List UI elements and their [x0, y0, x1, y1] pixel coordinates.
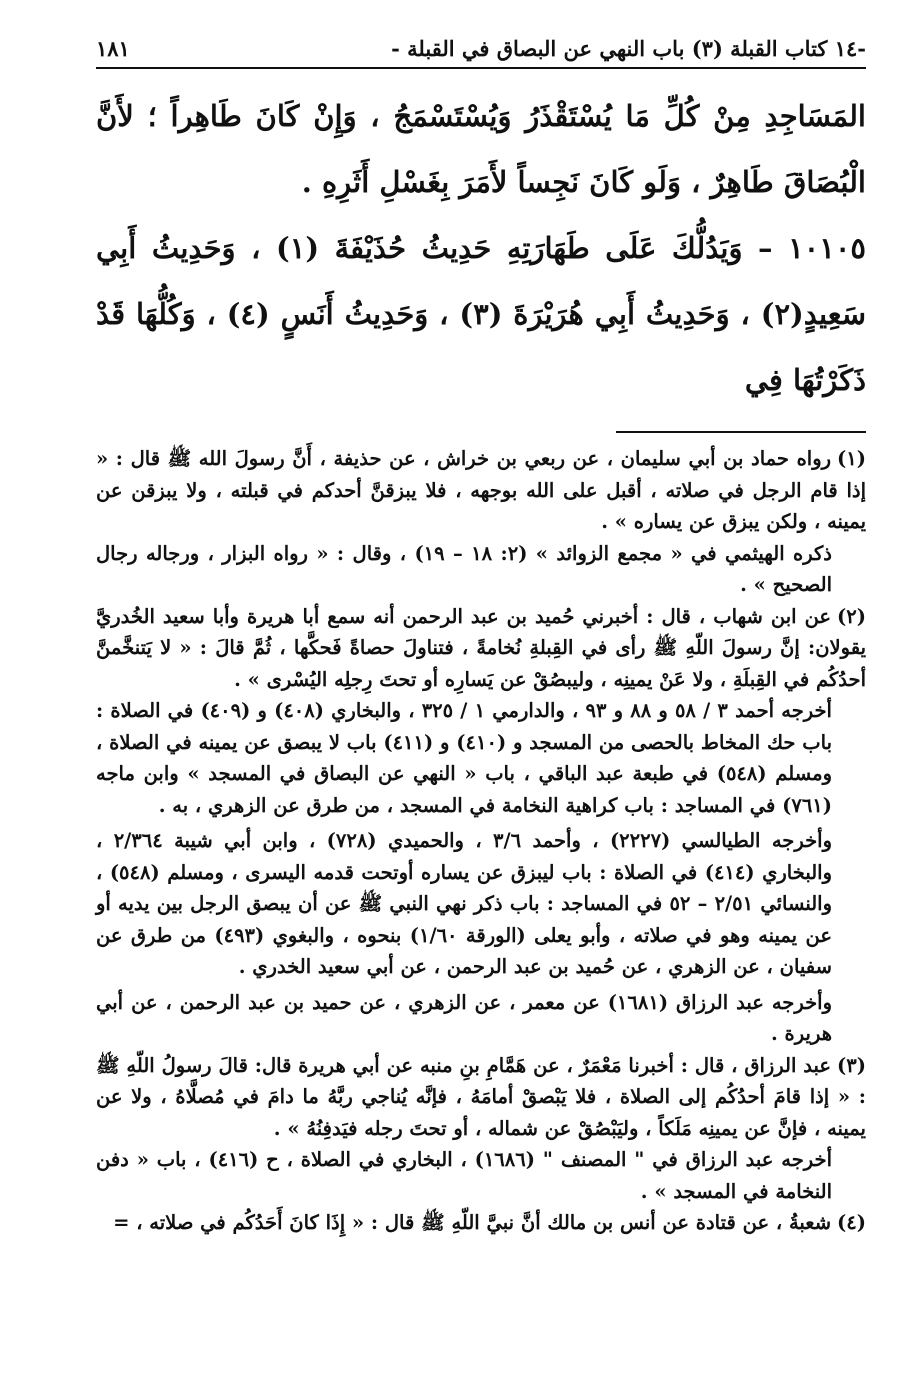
footnote-text: وأخرجه الطيالسي (٢٢٢٧) ، وأحمد ٣/٦ ، والحميدي (٧٢٨) ، وابن أبي شيبة ٢/٣٦٤ ، والبخاري (٤١٤) في الصلاة : باب ليبزق عن يساره أوتحت قدمه اليسرى ، ومسلم (٥٤٨) ، والنسائي ٢/٥١ – ٥٢ في المساجد : باب ذكر نهي النبي ﷺ عن أن يبصق الرجل بين يديه أو عن يمينه وهو في صلاته ، وأبو يعلى (الورقة ١/٦٠) بنحوه ، والبغوي (٤٩٣) من طرق عن سفيان ، عن الزهري ، عن حُميد بن عبد الرحمن ، عن أبي سعيد الخدري .: [96, 829, 832, 978]
main-paragraph: المَسَاجِدِ مِنْ كُلِّ مَا يُسْتَقْذَرُ وَيُسْتَسْمَجُ ، وَإِنْ كَانَ طَاهِراً ؛ لأَنَّ الْبُصَاقَ طَاهِرٌ ، وَلَو كَانَ نَجِساً لأَمَرَ بِغَسْلِ أَثَرِهِ .: [96, 99, 866, 199]
running-header: [96, 36, 866, 69]
footnote: [96, 443, 866, 601]
footnote-text: ذكره الهيثمي في « مجمع الزوائد » (٢: ١٨ – ١٩) ، وقال : « رواه البزار ، ورجاله رجال الصحيح » .: [96, 541, 832, 596]
footnote-text: أخرجه أحمد ٣ / ٥٨ و ٨٨ و ٩٣ ، والدارمي ١ / ٣٢٥ ، والبخاري (٤٠٨) و (٤٠٩) في الصلاة : باب حك المخاط بالحصى من المسجد و (٤١٠) و (٤١١) باب لا يبصق عن يمينه في الصلاة ، ومسلم (٥٤٨) في طبعة عبد الباقي ، باب « النهي عن البصاق في المسجد » وابن ماجه (٧٦١) في المساجد : باب كراهية النخامة في المسجد ، من طرق عن الزهري ، به .: [96, 699, 832, 817]
header-title: -١٤ كتاب القبلة (٣) باب النهي عن البصاق في القبلة -: [391, 36, 866, 61]
footnote: [96, 1207, 866, 1239]
footnote-text: عن ابن شهاب ، قال : أخبرني حُميد بن عبد الرحمن أنه سمع أبا هريرة وأبا سعيد الخُدريَّ يقولان: إنَّ رسولَ اللّهِ ﷺ رأى في القِبلةِ نُخامةً ، فتناولَ حصاةً فَحكَّها ، ثُمَّ قالَ : « لا يَتنخَّمنَّ أحدُكُم في القِبلَةِ ، ولا عَنْ يمينِه ، وليبصُقْ عن يَسارِه أو تحتَ رِجلِه اليُسْرى » .: [96, 604, 866, 691]
footnote-label: (٣): [837, 1053, 866, 1077]
footnote-label: (٤): [837, 1211, 866, 1234]
page-number: ١٨١: [96, 36, 130, 61]
footnote-separator: [616, 431, 866, 433]
footnote: [96, 1050, 866, 1208]
footnotes: [96, 443, 866, 1239]
footnote-text: عبد الرزاق ، قال : أخبرنا مَعْمَرٌ ، عن هَمَّامِ بنِ منبه عن أبي هريرة قال: قالَ رسولُ اللّهِ ﷺ : « إذا قامَ أحدُكُم إلى الصلاة ، فلا يَبْصقْ أمامَهُ ، فإنَّه يُناجي ربَّهُ ما دامَ في مُصلَّاهُ ، ولا عن يمينه ، فإنَّ عن يمينِه مَلَكاً ، وليَبْصُقْ عن شماله ، أو تحتَ رجله فيَدفِنُهُ » .: [96, 1053, 866, 1140]
main-paragraph: ١٠١٠٥ – وَيَدُلُّكَ عَلَى طَهَارَتِهِ حَدِيثُ حُذَيْفَةَ (١) ، وَحَدِيثُ أَبِي سَعِيدٍ(٢) ، وَحَدِيثُ أَبِي هُرَيْرَةَ (٣) ، وَحَدِيثُ أَنَسٍ (٤) ، وَكُلُّهَا قَدْ ذَكَرْتُهَا فِي: [96, 231, 866, 397]
main-text: [96, 83, 866, 413]
footnote-label: (٢): [837, 604, 866, 628]
footnote-text: أخرجه عبد الرزاق في " المصنف " (١٦٨٦) ، البخاري في الصلاة ، ح (٤١٦) ، باب « دفن النخامة في المسجد » .: [96, 1148, 832, 1203]
footnote-text: وأخرجه عبد الرزاق (١٦٨١) عن معمر ، عن الزهري ، عن حميد بن عبد الرحمن ، عن أبي هريرة .: [96, 990, 832, 1045]
footnote-label: (١): [837, 447, 866, 470]
footnote: [96, 601, 866, 1050]
footnote-text: رواه حماد بن أبي سليمان ، عن ربعي بن خراش ، عن حذيفة ، أَنَّ رسولَ الله ﷺ قال : « إذا قام الرجل في صلاته ، أقبل على الله بوجهه ، فلا يبزقنَّ أحدكم في قبلته ، ولا يبزقن عن يمينه ، ولكن يبزق عن يساره » .: [96, 447, 866, 533]
footnote-text: شعبةُ ، عن قتادة عن أنس بن مالك أنَّ نبيَّ اللّهِ ﷺ قال : « إِذَا كانَ أَحَدُكُم في صلاته ، =: [113, 1211, 832, 1234]
